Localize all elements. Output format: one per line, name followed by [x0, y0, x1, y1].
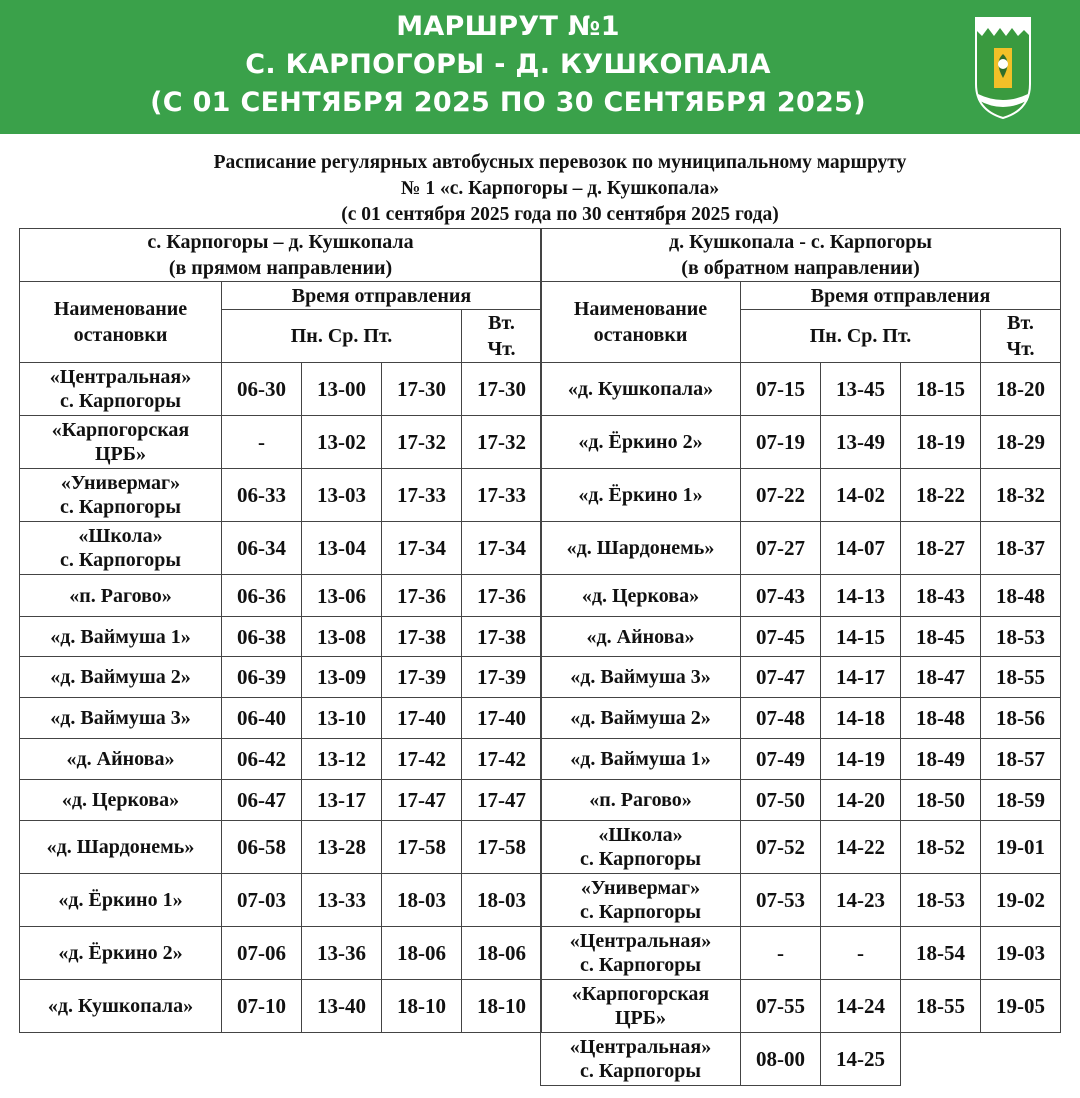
stop-name: «Школа» — [598, 824, 683, 846]
departure-time: 17-38 — [462, 617, 542, 657]
stop-locality: с. Карпогоры — [579, 901, 702, 923]
stop-name: «д. Ваймуша 2» — [570, 707, 711, 729]
stop-name: «д. Ваймуша 1» — [50, 625, 191, 648]
stop-name: «Карпогорская — [571, 983, 710, 1005]
departure-time: 07-50 — [741, 780, 821, 821]
stop-name: «д. Ваймуша 1» — [570, 748, 711, 770]
stop-name: «д. Ёркино 2» — [58, 942, 183, 964]
table-row — [541, 416, 1061, 469]
table-row — [541, 821, 1061, 874]
departure-time: 07-49 — [741, 739, 821, 780]
departure-time: 06-40 — [222, 698, 302, 739]
departure-time: 17-30 — [462, 363, 542, 416]
departure-time: 14-20 — [821, 780, 901, 821]
departure-time: 13-00 — [302, 363, 382, 416]
departure-time: 14-07 — [821, 522, 901, 575]
backward-days-tt — [981, 310, 1061, 363]
stop-name-cell — [20, 416, 222, 469]
departure-time: 18-59 — [981, 780, 1061, 821]
route-title-line-1: МАРШРУТ №1 — [396, 11, 620, 42]
forward-days-tt-line-2: Чт. — [487, 338, 516, 360]
stop-name-cell — [541, 363, 741, 416]
stop-locality: с. Карпогоры — [59, 549, 182, 571]
stop-name-cell — [541, 698, 741, 739]
departure-time: 14-15 — [821, 617, 901, 657]
forward-days-tt-line-1: Вт. — [488, 312, 515, 334]
departure-time: 07-47 — [741, 657, 821, 698]
table-row — [541, 575, 1061, 617]
forward-schedule-table — [19, 228, 542, 1033]
departure-time: 19-03 — [981, 927, 1061, 980]
departure-time: 14-23 — [821, 874, 901, 927]
forward-time-header: Время отправления — [222, 282, 542, 310]
departure-time: 07-03 — [222, 874, 302, 927]
departure-time: 17-33 — [462, 469, 542, 522]
table-row — [541, 617, 1061, 657]
forward-stop-header-line-1: Наименование — [53, 298, 188, 320]
departure-time: 06-33 — [222, 469, 302, 522]
departure-time: 13-40 — [302, 980, 382, 1033]
departure-time: 17-42 — [382, 739, 462, 780]
departure-time: 13-06 — [302, 575, 382, 617]
departure-time: 06-47 — [222, 780, 302, 821]
departure-time: 17-38 — [382, 617, 462, 657]
forward-stop-header-line-2: остановки — [73, 324, 168, 346]
table-row — [20, 416, 542, 469]
departure-time: 17-40 — [382, 698, 462, 739]
departure-time: 18-27 — [901, 522, 981, 575]
departure-time: 17-39 — [462, 657, 542, 698]
departure-time: 13-12 — [302, 739, 382, 780]
stop-name-cell — [541, 780, 741, 821]
stop-name: «Универмаг» — [60, 472, 181, 494]
forward-rows — [20, 363, 542, 1033]
schedule-subtitle — [0, 150, 1080, 228]
subtitle-line-1: Расписание регулярных автобусных перевозок по муниципальному маршруту — [213, 152, 907, 173]
departure-time: 14-24 — [821, 980, 901, 1033]
table-row — [541, 698, 1061, 739]
subtitle-line-2: № 1 «с. Карпогоры – д. Кушкопала» — [400, 178, 720, 199]
departure-time: 18-54 — [901, 927, 981, 980]
departure-time: 17-39 — [382, 657, 462, 698]
stop-name-cell — [541, 980, 741, 1033]
stop-locality: с. Карпогоры — [579, 1060, 702, 1082]
departure-time: 13-28 — [302, 821, 382, 874]
departure-time: 13-36 — [302, 927, 382, 980]
departure-time: 19-05 — [981, 980, 1061, 1033]
table-row — [20, 469, 542, 522]
stop-name: «д. Ваймуша 3» — [50, 707, 191, 729]
route-title-line-2: С. КАРПОГОРЫ - Д. КУШКОПАЛА — [245, 49, 771, 80]
stop-name-cell — [20, 522, 222, 575]
departure-time: 18-49 — [901, 739, 981, 780]
departure-time: 18-10 — [382, 980, 462, 1033]
departure-time: 18-06 — [462, 927, 542, 980]
departure-time: 18-10 — [462, 980, 542, 1033]
departure-time: 18-55 — [901, 980, 981, 1033]
departure-time: 18-37 — [981, 522, 1061, 575]
subtitle-line-3: (с 01 сентября 2025 года по 30 сентября 2025 года) — [341, 204, 779, 225]
table-row — [20, 739, 542, 780]
stop-name: «д. Ваймуша 2» — [50, 666, 191, 688]
backward-days-mwf: Пн. Ср. Пт. — [741, 310, 981, 363]
forward-direction-header — [20, 229, 542, 282]
stop-name-cell — [541, 821, 741, 874]
departure-time: 18-57 — [981, 739, 1061, 780]
route-title-line-3: (С 01 СЕНТЯБРЯ 2025 ПО 30 СЕНТЯБРЯ 2025) — [150, 87, 866, 118]
table-row — [20, 780, 542, 821]
stop-locality: с. Карпогоры — [59, 390, 182, 412]
forward-direction-title: с. Карпогоры – д. Кушкопала — [147, 231, 414, 253]
forward-stop-header — [20, 282, 222, 363]
departure-time: 17-58 — [462, 821, 542, 874]
departure-time: 14-13 — [821, 575, 901, 617]
stop-name: «д. Кушкопала» — [567, 378, 714, 400]
departure-time: 17-47 — [382, 780, 462, 821]
stop-name-cell — [541, 927, 741, 980]
table-row — [20, 522, 542, 575]
backward-stop-header-line-1: Наименование — [573, 298, 708, 320]
stop-name-cell — [541, 617, 741, 657]
departure-time: 13-08 — [302, 617, 382, 657]
table-row — [541, 469, 1061, 522]
departure-time: 07-43 — [741, 575, 821, 617]
forward-days-tt — [462, 310, 542, 363]
departure-time: - — [821, 927, 901, 980]
stop-name: «Карпогорская — [51, 419, 190, 441]
stop-name-cell — [20, 363, 222, 416]
departure-time: 06-39 — [222, 657, 302, 698]
departure-time: 17-30 — [382, 363, 462, 416]
departure-time: 07-10 — [222, 980, 302, 1033]
departure-time: 18-22 — [901, 469, 981, 522]
stop-name: «д. Ёркино 2» — [578, 431, 703, 453]
departure-time: 06-34 — [222, 522, 302, 575]
stop-name: «д. Шардонемь» — [46, 836, 195, 858]
stop-name: «д. Кушкопала» — [47, 995, 194, 1017]
departure-time: 18-20 — [981, 363, 1061, 416]
departure-time: 13-17 — [302, 780, 382, 821]
departure-time: 17-34 — [462, 522, 542, 575]
departure-time: 18-52 — [901, 821, 981, 874]
stop-name-cell — [541, 522, 741, 575]
stop-name: «п. Рагово» — [69, 584, 172, 607]
departure-time: 14-18 — [821, 698, 901, 739]
departure-time: 18-03 — [382, 874, 462, 927]
coat-of-arms-icon — [974, 14, 1032, 120]
departure-time: - — [741, 927, 821, 980]
departure-time: 17-47 — [462, 780, 542, 821]
backward-direction-header — [541, 229, 1061, 282]
stop-name: «д. Шардонемь» — [566, 537, 715, 559]
table-row — [541, 363, 1061, 416]
departure-time: 17-34 — [382, 522, 462, 575]
departure-time: 13-02 — [302, 416, 382, 469]
header-banner — [0, 0, 1080, 134]
departure-time: 07-15 — [741, 363, 821, 416]
departure-time: 17-42 — [462, 739, 542, 780]
stop-name: «д. Айнова» — [586, 625, 695, 648]
departure-time: 07-27 — [741, 522, 821, 575]
stop-name-cell — [20, 657, 222, 698]
stop-name-cell — [20, 617, 222, 657]
departure-time: 18-06 — [382, 927, 462, 980]
route-title — [0, 8, 1016, 122]
departure-time: 14-17 — [821, 657, 901, 698]
departure-time: 18-48 — [981, 575, 1061, 617]
departure-time: 13-33 — [302, 874, 382, 927]
stop-name-cell — [20, 739, 222, 780]
table-row — [20, 927, 542, 980]
stop-name-cell — [20, 821, 222, 874]
departure-time: 18-50 — [901, 780, 981, 821]
backward-direction-note: (в обратном направлении) — [681, 257, 920, 279]
table-row — [541, 1033, 1061, 1086]
departure-time: 13-09 — [302, 657, 382, 698]
stop-name-cell — [541, 575, 741, 617]
departure-time: 18-32 — [981, 469, 1061, 522]
table-row — [541, 927, 1061, 980]
table-row — [20, 821, 542, 874]
stop-name: «д. Ваймуша 3» — [570, 666, 711, 688]
stop-locality: с. Карпогоры — [59, 496, 182, 518]
departure-time: 07-45 — [741, 617, 821, 657]
empty-cell — [901, 1033, 1061, 1086]
stop-name: «д. Ёркино 1» — [58, 889, 183, 911]
table-row — [20, 980, 542, 1033]
departure-time: 18-55 — [981, 657, 1061, 698]
departure-time: 18-48 — [901, 698, 981, 739]
departure-time: 13-49 — [821, 416, 901, 469]
stop-locality: с. Карпогоры — [579, 848, 702, 870]
table-row — [541, 522, 1061, 575]
stop-name-cell — [541, 469, 741, 522]
stop-name: «Центральная» — [569, 930, 712, 952]
stop-locality: с. Карпогоры — [579, 954, 702, 976]
table-row — [541, 980, 1061, 1033]
stop-name: «Универмаг» — [580, 877, 701, 899]
stop-name-cell — [541, 416, 741, 469]
table-row — [20, 698, 542, 739]
departure-time: 07-06 — [222, 927, 302, 980]
backward-stop-header — [541, 282, 741, 363]
stop-name-cell — [20, 469, 222, 522]
departure-time: 18-56 — [981, 698, 1061, 739]
departure-time: 19-02 — [981, 874, 1061, 927]
departure-time: 13-04 — [302, 522, 382, 575]
departure-time: 07-53 — [741, 874, 821, 927]
table-row — [541, 657, 1061, 698]
stop-name: «д. Церкова» — [61, 789, 180, 811]
departure-time: 07-22 — [741, 469, 821, 522]
stop-name: «д. Церкова» — [581, 584, 700, 607]
departure-time: 07-55 — [741, 980, 821, 1033]
departure-time: 14-19 — [821, 739, 901, 780]
backward-time-header: Время отправления — [741, 282, 1061, 310]
stop-name: «п. Рагово» — [589, 789, 692, 811]
stop-name-cell — [20, 874, 222, 927]
table-row — [20, 874, 542, 927]
departure-time: 06-42 — [222, 739, 302, 780]
departure-time: 06-30 — [222, 363, 302, 416]
departure-time: 17-32 — [382, 416, 462, 469]
stop-name-cell — [541, 874, 741, 927]
departure-time: 18-53 — [981, 617, 1061, 657]
stop-name-cell — [541, 739, 741, 780]
stop-name-cell — [20, 698, 222, 739]
departure-time: 17-36 — [382, 575, 462, 617]
stop-name-cell — [20, 780, 222, 821]
stop-name-cell — [541, 1033, 741, 1086]
backward-days-tt-line-1: Вт. — [1007, 312, 1034, 334]
departure-time: 18-29 — [981, 416, 1061, 469]
table-row — [541, 874, 1061, 927]
departure-time: 17-36 — [462, 575, 542, 617]
table-row — [20, 575, 542, 617]
table-row — [541, 739, 1061, 780]
departure-time: 18-43 — [901, 575, 981, 617]
stop-name: «Центральная» — [569, 1036, 712, 1058]
departure-time: - — [222, 416, 302, 469]
departure-time: 18-19 — [901, 416, 981, 469]
table-row — [541, 780, 1061, 821]
stop-name-cell — [20, 575, 222, 617]
departure-time: 18-15 — [901, 363, 981, 416]
departure-time: 17-40 — [462, 698, 542, 739]
table-row — [20, 617, 542, 657]
departure-time: 18-45 — [901, 617, 981, 657]
departure-time: 13-03 — [302, 469, 382, 522]
departure-time: 08-00 — [741, 1033, 821, 1086]
forward-direction-note: (в прямом направлении) — [168, 257, 393, 279]
departure-time: 17-33 — [382, 469, 462, 522]
stop-name-cell — [541, 657, 741, 698]
stop-name: «Школа» — [78, 525, 163, 547]
stop-name: «д. Ёркино 1» — [578, 484, 703, 506]
stop-name-cell — [20, 927, 222, 980]
stop-name: «Центральная» — [49, 366, 192, 388]
departure-time: 17-32 — [462, 416, 542, 469]
departure-time: 14-25 — [821, 1033, 901, 1086]
backward-direction-title: д. Кушкопала - с. Карпогоры — [669, 231, 932, 253]
stop-locality: ЦРБ» — [95, 443, 146, 465]
stop-locality: ЦРБ» — [615, 1007, 666, 1029]
table-row — [20, 657, 542, 698]
table-row — [20, 363, 542, 416]
departure-time: 14-02 — [821, 469, 901, 522]
departure-time: 13-10 — [302, 698, 382, 739]
departure-time: 06-36 — [222, 575, 302, 617]
departure-time: 18-47 — [901, 657, 981, 698]
departure-time: 18-53 — [901, 874, 981, 927]
backward-schedule-table — [540, 228, 1061, 1086]
departure-time: 13-45 — [821, 363, 901, 416]
departure-time: 19-01 — [981, 821, 1061, 874]
stop-name: «д. Айнова» — [66, 748, 175, 770]
departure-time: 14-22 — [821, 821, 901, 874]
departure-time: 07-52 — [741, 821, 821, 874]
backward-days-tt-line-2: Чт. — [1006, 338, 1035, 360]
departure-time: 06-58 — [222, 821, 302, 874]
forward-days-mwf: Пн. Ср. Пт. — [222, 310, 462, 363]
departure-time: 06-38 — [222, 617, 302, 657]
stop-name-cell — [20, 980, 222, 1033]
departure-time: 18-03 — [462, 874, 542, 927]
backward-stop-header-line-2: остановки — [593, 324, 688, 346]
departure-time: 07-48 — [741, 698, 821, 739]
departure-time: 07-19 — [741, 416, 821, 469]
backward-rows — [541, 363, 1061, 1086]
departure-time: 17-58 — [382, 821, 462, 874]
